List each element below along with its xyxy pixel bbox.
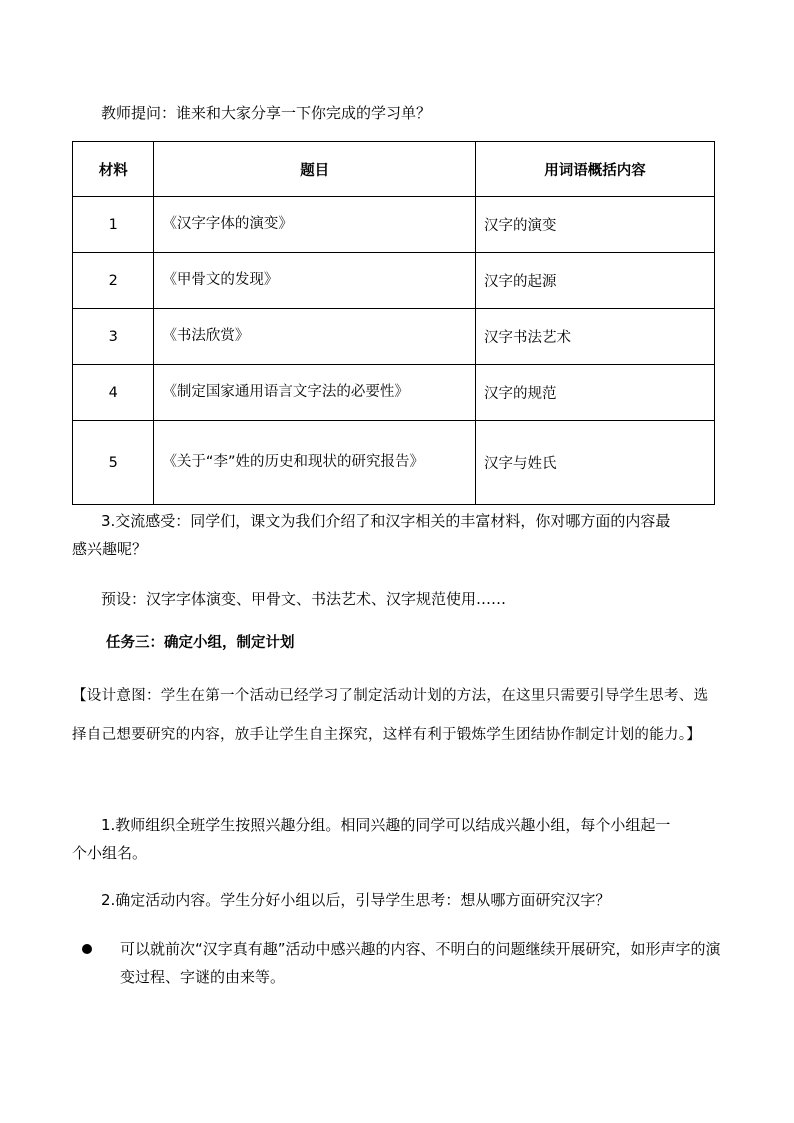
row-number: 2 bbox=[73, 253, 154, 309]
step1-line1: 1.教师组织全班学生按照兴趣分组。相同兴趣的同学可以结成兴趣小组，每个小组起一 bbox=[101, 816, 671, 834]
table-row bbox=[73, 253, 715, 309]
section3-line1: 3.交流感受：同学们，课文为我们介绍了和汉字相关的丰富材料，你对哪方面的内容最 bbox=[101, 512, 671, 530]
row-title: 《书法欣赏》 bbox=[154, 309, 476, 365]
row-number: 3 bbox=[73, 309, 154, 365]
task3-heading: 任务三：确定小组，制定计划 bbox=[106, 635, 295, 651]
row-number: 4 bbox=[73, 365, 154, 421]
row-summary: 汉字的演变 bbox=[475, 197, 714, 253]
step1-line2: 个小组名。 bbox=[72, 844, 148, 862]
row-summary: 汉字书法艺术 bbox=[475, 309, 714, 365]
row-title: 《关于“李”姓的历史和现状的研究报告》 bbox=[154, 421, 476, 505]
row-summary: 汉字的规范 bbox=[475, 365, 714, 421]
table-row bbox=[73, 197, 715, 253]
table-header-row bbox=[73, 142, 715, 197]
header-title: 题目 bbox=[154, 142, 476, 197]
step2-text: 2.确定活动内容。学生分好小组以后，引导学生思考：想从哪方面研究汉字？ bbox=[101, 891, 611, 909]
row-summary: 汉字的起源 bbox=[475, 253, 714, 309]
header-material: 材料 bbox=[73, 142, 154, 197]
section3-line2: 感兴趣呢？ bbox=[72, 540, 148, 558]
row-title: 《制定国家通用语言文字法的必要性》 bbox=[154, 365, 476, 421]
table-row bbox=[73, 309, 715, 365]
bullet-dot-icon bbox=[82, 944, 92, 954]
bullet-item: 可以就前次“汉字真有趣”活动中感兴趣的内容、不明白的问题继续开展研究，如形声字的演变过程、字谜的由来等。 bbox=[120, 940, 721, 986]
header-summary: 用词语概括内容 bbox=[475, 142, 714, 197]
row-number: 5 bbox=[73, 421, 154, 505]
row-title: 《汉字字体的演变》 bbox=[154, 197, 476, 253]
table-row bbox=[73, 365, 715, 421]
row-summary: 汉字与姓氏 bbox=[475, 421, 714, 505]
row-title: 《甲骨文的发现》 bbox=[154, 253, 476, 309]
row-number: 1 bbox=[73, 197, 154, 253]
table-row bbox=[73, 421, 715, 505]
design-intent: 【设计意图：学生在第一个活动已经学习了制定活动计划的方法，在这里只需要引导学生思考、选择自己想要研究的内容，放手让学生自主探究，这样有利于锻炼学生团结协作制定计划的能力。】 bbox=[72, 688, 709, 743]
preset-answer: 预设：汉字字体演变、甲骨文、书法艺术、汉字规范使用…… bbox=[101, 590, 507, 608]
intro-question: 教师提问：谁来和大家分享一下你完成的学习单？ bbox=[101, 104, 432, 122]
study-sheet-table bbox=[72, 141, 715, 505]
